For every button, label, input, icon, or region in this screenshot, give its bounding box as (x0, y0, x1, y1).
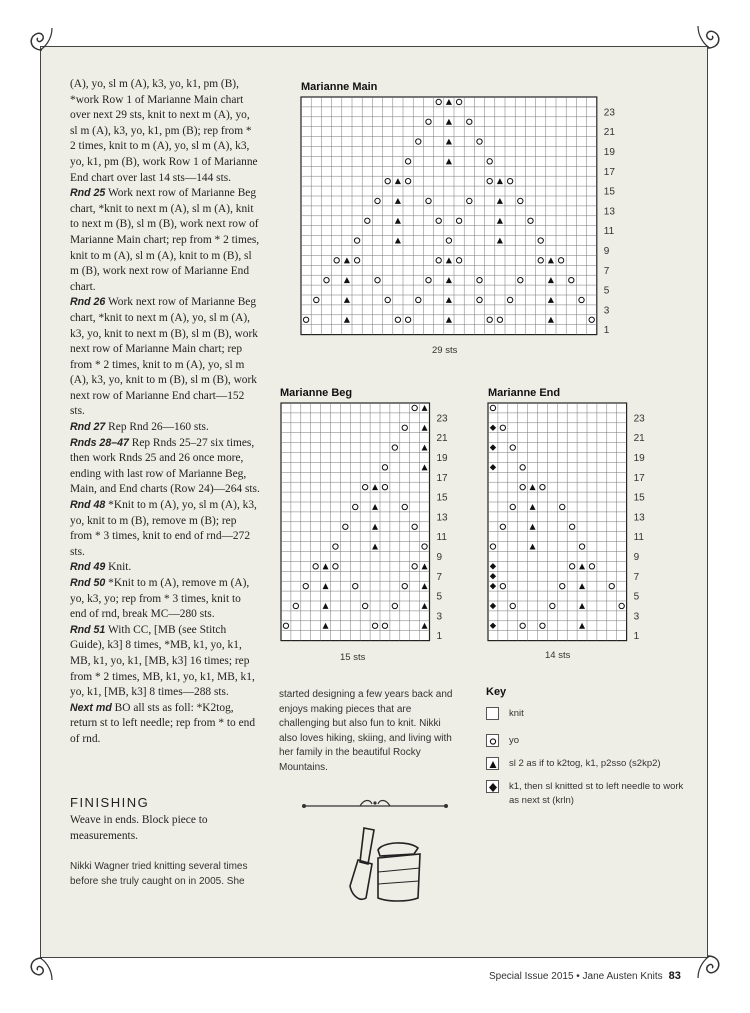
chart-marianne-main (301, 97, 631, 342)
key-item-s2kp2: sl 2 as if to k2tog, k1, p2sso (s2kp2) (486, 757, 661, 771)
row-number: 3 (603, 305, 610, 317)
instruction-rnd-26: Rnd 26 Work next row of Marianne Beg chart, *knit to next m (A), yo, sl m (A), k3, yo, knit to next m (B), sl m (B), work next row of Marianne Main chart; rep from * 2 times, knit to m (A), yo, sl m (A), k3, yo, knit to m (B), sl m (B), work next row of Marianne End chart—152 sts. (70, 296, 258, 418)
row-number: 11 (603, 226, 615, 238)
chart-marianne-beg (281, 403, 471, 648)
corner-flourish-top-right (690, 18, 728, 56)
instruction-rnd-51: Rnd 51 With CC, [MB (see Stitch Guide), k3] 8 times, *MB, k1, yo, k1, MB, k1, yo, k1, [MB, k3] 16 times; rep from * 2 times, MB, k1, yo, k1, MB, k1, yo, k1, [MB, k3] 8 times—288 sts. (70, 623, 255, 699)
row-number: 9 (603, 245, 610, 257)
krln-diamond-icon (486, 780, 499, 793)
knit-symbol-icon (486, 707, 499, 720)
chart-title-main: Marianne Main (301, 81, 378, 93)
row-number: 17 (633, 472, 645, 484)
chart-main-width-label: 29 sts (432, 345, 458, 356)
row-number: 19 (603, 146, 615, 158)
row-number: 17 (436, 472, 448, 484)
row-number: 21 (603, 127, 615, 139)
designer-bio-part-2: started designing a few years back and enjoys making pieces that are challenging but also fun to knit. Nikki also loves hiking, skiing, and living with her family in the beautiful Rocky Mountains. (279, 689, 453, 773)
corner-flourish-bottom-left (22, 950, 60, 988)
row-number: 17 (603, 166, 615, 178)
row-number: 5 (603, 285, 610, 297)
row-number: 9 (633, 551, 640, 563)
row-number: 1 (603, 325, 610, 337)
row-number: 15 (633, 492, 645, 504)
page-footer (489, 970, 681, 982)
pattern-instructions (70, 77, 260, 748)
row-number: 19 (436, 452, 448, 464)
chart-title-beg: Marianne Beg (280, 387, 353, 399)
row-number: 11 (633, 532, 644, 544)
row-number: 7 (633, 571, 640, 583)
row-number: 13 (633, 512, 645, 524)
row-number: 1 (633, 631, 640, 643)
instruction-rnd-25: Rnd 25 Work next row of Marianne Beg chart, *knit to next m (A), sl m (A), knit to next m (B), sl m (B), work next row of Marianne Main chart; rep from * 2 times, knit to m (A), sl m (A), knit to m (B), sl m (B), work next row of Marianne End chart. (70, 187, 260, 293)
instruction-rnd-27: Rnd 27 Rep Rnd 26—160 sts. (70, 421, 209, 434)
row-number: 13 (436, 512, 448, 524)
page-number: 83 (668, 970, 681, 982)
footer-publication: Special Issue 2015 • Jane Austen Knits (489, 971, 663, 982)
row-number: 5 (633, 591, 640, 603)
chart-marianne-end (488, 403, 668, 648)
row-number: 7 (436, 571, 443, 583)
decorative-divider-icon (300, 796, 450, 816)
corner-flourish-bottom-right (690, 948, 728, 986)
instruction-intro: (A), yo, sl m (A), k3, yo, k1, pm (B), *work Row 1 of Marianne Main chart over next 29 sts, knit to next m (A), yo, sl m (A), k3, yo, k1, pm (B); rep from * 2 times, knit to m (A), yo, sl m (A), k3, yo, k1, pm (B), work Row 1 of Marianne End chart over last 14 sts—144 sts. (70, 78, 258, 184)
row-number: 21 (436, 433, 448, 445)
designer-bio-part-1: Nikki Wagner tried knitting several times before she truly caught on in 2005. She (70, 861, 248, 887)
instruction-rnds-28-47: Rnds 28–47 Rep Rnds 25–27 six times, then work Rnds 25 and 26 once more, ending with last row of Marianne Beg, Main, and End charts (Row 24)—264 sts. (70, 436, 260, 496)
row-number: 1 (436, 631, 443, 643)
basket-illustration-icon (338, 824, 428, 909)
instruction-rnd-48: Rnd 48 *Knit to m (A), yo, sl m (A), k3, yo, knit to m (B), remove m (B); rep from * 3 times, knit to end of rnd—272 sts. (70, 499, 257, 558)
key-item-knit: knit (486, 707, 524, 721)
instruction-rnd-49: Rnd 49 Knit. (70, 561, 132, 574)
finishing-heading: FINISHING (70, 795, 150, 810)
row-number: 15 (603, 186, 615, 198)
row-number: 3 (633, 611, 640, 623)
row-number: 11 (436, 532, 447, 544)
yo-circle-icon (486, 734, 499, 747)
finishing-text: Weave in ends. Block piece to measurements. (70, 814, 208, 842)
row-number: 9 (436, 551, 443, 563)
instruction-next-rnd: Next md BO all sts as foll: *K2tog, return st to left needle; rep from * to end of rnd. (70, 701, 256, 745)
chart-title-end: Marianne End (488, 387, 561, 399)
row-number: 23 (603, 107, 615, 119)
corner-flourish-top-left (22, 20, 60, 58)
row-number: 23 (633, 413, 645, 425)
row-number: 21 (633, 433, 645, 445)
s2kp2-triangle-icon (486, 757, 499, 770)
chart-beg-width-label: 15 sts (340, 652, 366, 663)
chart-end-width-label: 14 sts (545, 650, 571, 661)
row-number: 5 (436, 591, 443, 603)
row-number: 19 (633, 452, 645, 464)
row-number: 15 (436, 492, 448, 504)
row-number: 13 (603, 206, 615, 218)
instruction-rnd-50: Rnd 50 *Knit to m (A), remove m (A), yo, k3, yo; rep from * 3 times, knit to end of rnd, break MC—280 sts. (70, 577, 250, 621)
row-number: 7 (603, 265, 610, 277)
key-item-krln: k1, then sl knitted st to left needle to work as next st (krln) (486, 780, 686, 808)
key-item-yo: yo (486, 734, 519, 748)
key-heading: Key (486, 686, 507, 698)
row-number: 3 (436, 611, 443, 623)
row-number: 23 (436, 413, 448, 425)
